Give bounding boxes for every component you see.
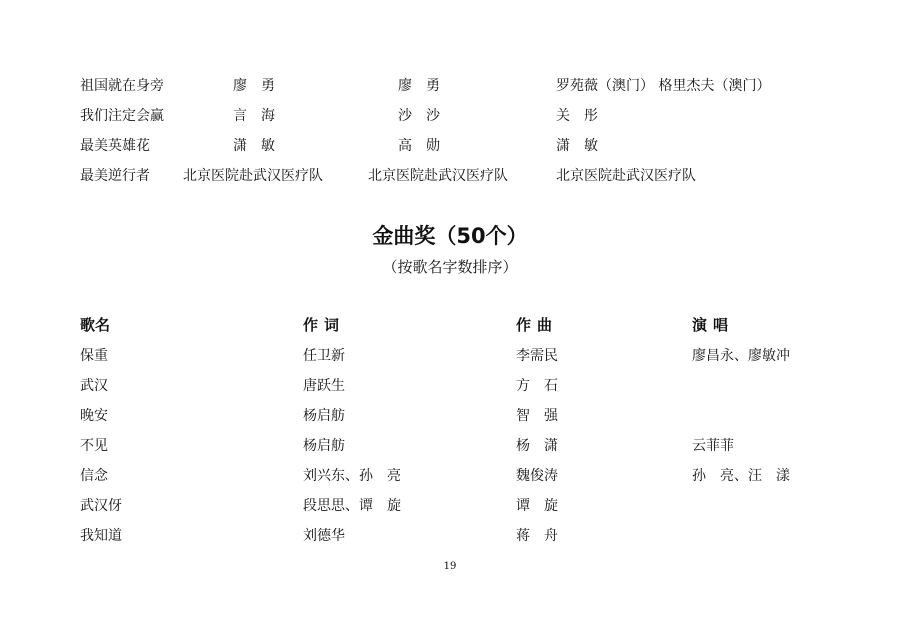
lyricist: 任卫新 — [303, 348, 345, 364]
song-title: 武汉 — [80, 378, 108, 394]
header-lyricist: 作词 — [303, 316, 346, 334]
song-title: 我们注定会赢 — [80, 108, 164, 124]
lyricist: 潇 敏 — [233, 138, 275, 154]
song-title: 我知道 — [80, 528, 122, 544]
composer: 北京医院赴武汉医疗队 — [368, 168, 508, 184]
header-singer: 演唱 — [692, 316, 735, 334]
section-subtitle: （按歌名字数排序） — [382, 258, 518, 276]
composer: 高 勋 — [398, 138, 440, 154]
singer: 罗苑薇（澳门） 格里杰夫（澳门） — [556, 78, 771, 94]
singer: 云菲菲 — [692, 438, 734, 454]
lyricist: 杨启舫 — [303, 408, 345, 424]
previous-award-row — [0, 105, 900, 127]
song-title: 祖国就在身旁 — [80, 78, 164, 94]
composer: 杨 潇 — [516, 438, 558, 454]
header-song: 歌名 — [80, 316, 111, 334]
header-composer: 作曲 — [516, 316, 559, 334]
previous-award-row — [0, 135, 900, 157]
composer: 智 强 — [516, 408, 558, 424]
lyricist: 刘兴东、孙 亮 — [303, 468, 401, 484]
song-title: 保重 — [80, 348, 108, 364]
composer: 谭 旋 — [516, 498, 558, 514]
lyricist: 刘德华 — [303, 528, 345, 544]
page-number: 19 — [443, 561, 457, 572]
composer: 沙 沙 — [398, 108, 440, 124]
table-row — [0, 525, 900, 547]
table-row — [0, 375, 900, 397]
lyricist: 北京医院赴武汉医疗队 — [183, 168, 323, 184]
song-title: 不见 — [80, 438, 108, 454]
lyricist: 杨启舫 — [303, 438, 345, 454]
composer: 廖 勇 — [398, 78, 440, 94]
lyricist: 段思思、谭 旋 — [303, 498, 401, 514]
lyricist: 唐跃生 — [303, 378, 345, 394]
song-title: 晚安 — [80, 408, 108, 424]
singer: 潇 敏 — [556, 138, 598, 154]
composer: 李需民 — [516, 348, 558, 364]
lyricist: 廖 勇 — [233, 78, 275, 94]
table-row — [0, 345, 900, 367]
composer: 魏俊涛 — [516, 468, 558, 484]
song-title: 信念 — [80, 468, 108, 484]
singer: 北京医院赴武汉医疗队 — [556, 168, 696, 184]
composer: 方 石 — [516, 378, 558, 394]
song-title: 最美英雄花 — [80, 138, 150, 154]
section-title: 金曲奖（50个） — [372, 224, 528, 248]
previous-award-row — [0, 165, 900, 187]
singer: 廖昌永、廖敏冲 — [692, 348, 790, 364]
song-title: 武汉伢 — [80, 498, 122, 514]
table-row — [0, 495, 900, 517]
lyricist: 言 海 — [233, 108, 275, 124]
previous-award-row — [0, 75, 900, 97]
song-title: 最美逆行者 — [80, 168, 150, 184]
table-row — [0, 405, 900, 427]
singer: 孙 亮、汪 漾 — [692, 468, 790, 484]
singer: 关 彤 — [556, 108, 598, 124]
table-row — [0, 465, 900, 487]
table-row — [0, 435, 900, 457]
composer: 蒋 舟 — [516, 528, 558, 544]
